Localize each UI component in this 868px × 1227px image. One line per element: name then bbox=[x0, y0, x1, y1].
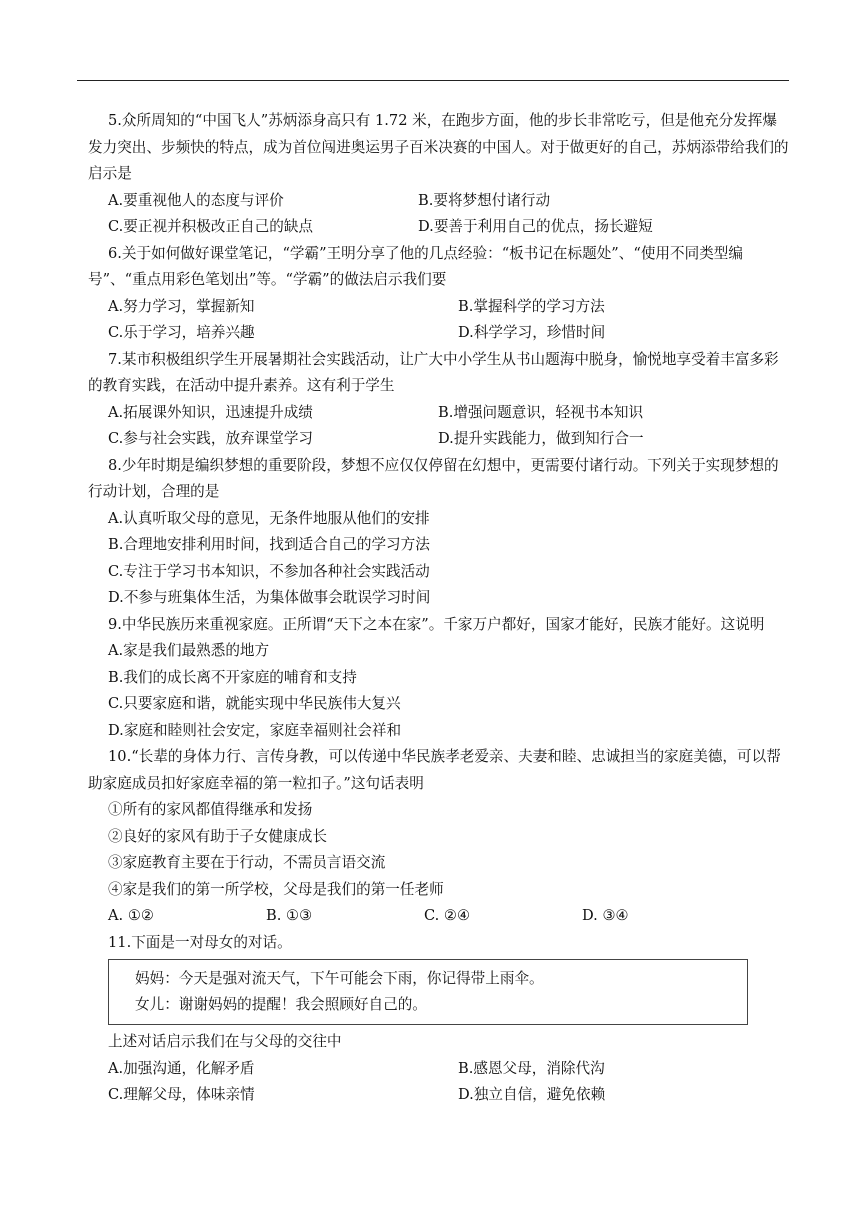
question-7-options-cd bbox=[88, 426, 790, 453]
question-6-options-ab bbox=[88, 294, 790, 321]
question-11-options-ab bbox=[88, 1056, 790, 1083]
question-5-option-c: C.要正视并积极改正自己的缺点 bbox=[108, 218, 314, 235]
dialogue-daughter-line: 女儿：谢谢妈妈的提醒！我会照顾好自己的。 bbox=[135, 996, 427, 1013]
question-8-option-b: B.合理地安排利用时间，找到适合自己的学习方法 bbox=[108, 536, 430, 553]
question-7-stem: 7.某市积极组织学生开展暑期社会实践活动，让广大中小学生从书山题海中脱身，愉悦地享受着丰富多彩的教育实践，在活动中提升素养。这有利于学生 bbox=[88, 350, 779, 394]
question-list bbox=[88, 108, 790, 1109]
question-9-stem: 9.中华民族历来重视家庭。正所谓“天下之本在家”。千家万户都好，国家才能好，民族才能好。这说明 bbox=[108, 615, 765, 633]
question-6-option-a: A.努力学习，掌握新知 bbox=[108, 297, 255, 315]
question-6-option-b: B.掌握科学的学习方法 bbox=[458, 297, 605, 315]
question-9-option-c: C.只要家庭和谐，就能实现中华民族伟大复兴 bbox=[108, 695, 401, 712]
question-10-statement-1: ①所有的家风都值得继承和发扬 bbox=[108, 801, 313, 818]
question-11-option-a: A.加强沟通，化解矛盾 bbox=[108, 1059, 255, 1077]
header-rule bbox=[77, 80, 789, 81]
question-10-statement-3: ③家庭教育主要在于行动，不需员言语交流 bbox=[108, 854, 386, 871]
question-8-option-a: A.认真听取父母的意见，无条件地服从他们的安排 bbox=[108, 509, 430, 527]
question-11-prompt: 上述对话启示我们在与父母的交往中 bbox=[108, 1033, 342, 1050]
question-6-option-c: C.乐于学习，培养兴趣 bbox=[108, 324, 255, 341]
question-7-option-c: C.参与社会实践，放弃课堂学习 bbox=[108, 430, 314, 447]
question-6-stem: 6.关于如何做好课堂笔记，“学霸”王明分享了他的几点经验：“板书记在标题处”、“使用不同类型编号”、“重点用彩色笔划出”等。“学霸”的做法启示我们要 bbox=[88, 244, 743, 288]
question-8-option-d: D.不参与班集体生活，为集体做事会耽误学习时间 bbox=[108, 589, 431, 606]
question-10-option-c: C. ②④ bbox=[424, 907, 471, 924]
dialogue-box bbox=[108, 959, 748, 1025]
question-10-option-a: A. ①② bbox=[108, 907, 154, 924]
dialogue-mom-line: 妈妈：今天是强对流天气，下午可能会下雨，你记得带上雨伞。 bbox=[135, 970, 544, 987]
question-10-option-b: B. ①③ bbox=[266, 907, 313, 924]
question-10-statement-2: ②良好的家风有助于子女健康成长 bbox=[108, 827, 327, 845]
question-8-option-c: C.专注于学习书本知识，不参加各种社会实践活动 bbox=[108, 562, 430, 580]
question-7-options-ab bbox=[88, 400, 790, 427]
question-5-options-ab bbox=[88, 188, 790, 215]
question-7-option-a: A.拓展课外知识，迅速提升成绩 bbox=[108, 403, 313, 421]
question-8-stem: 8.少年时期是编织梦想的重要阶段，梦想不应仅仅停留在幻想中，更需要付诸行动。下列关于实现梦想的行动计划，合理的是 bbox=[88, 456, 779, 500]
question-10-options bbox=[88, 903, 790, 930]
question-11-option-b: B.感恩父母，消除代沟 bbox=[458, 1059, 605, 1077]
question-10-statement-4: ④家是我们的第一所学校，父母是我们的第一任老师 bbox=[108, 880, 444, 898]
question-9-option-d: D.家庭和睦则社会安定，家庭幸福则社会祥和 bbox=[108, 721, 402, 739]
question-7-option-b: B.增强问题意识，轻视书本知识 bbox=[438, 403, 644, 421]
question-6-options-cd bbox=[88, 320, 790, 347]
question-11-options-cd bbox=[88, 1082, 790, 1109]
question-10-option-d: D. ③④ bbox=[582, 907, 629, 924]
question-5-option-a: A.要重视他人的态度与评价 bbox=[108, 191, 284, 209]
question-5-option-b: B.要将梦想付诸行动 bbox=[418, 191, 551, 209]
question-5-options-cd bbox=[88, 214, 790, 241]
question-9-option-b: B.我们的成长离不开家庭的哺育和支持 bbox=[108, 668, 357, 686]
question-11-option-c: C.理解父母，体味亲情 bbox=[108, 1086, 255, 1103]
question-11-stem: 11.下面是一对母女的对话。 bbox=[108, 933, 292, 951]
question-6-option-d: D.科学学习，珍惜时间 bbox=[458, 324, 606, 341]
question-5-stem: 5.众所周知的“中国飞人”苏炳添身高只有 1.72 米，在跑步方面，他的步长非常吃亏，但是他充分发挥爆发力突出、步频快的特点，成为首位闯进奥运男子百米决赛的中国人。对于做更好的自己，苏炳添带给我们的启示是 bbox=[88, 112, 789, 182]
question-10-stem: 10.“长辈的身体力行、言传身教，可以传递中华民族孝老爱亲、夫妻和睦、忠诚担当的家庭美德，可以帮助家庭成员扣好家庭幸福的第一粒扣子。”这句话表明 bbox=[88, 748, 781, 792]
question-7-option-d: D.提升实践能力，做到知行合一 bbox=[438, 430, 644, 447]
question-11-option-d: D.独立自信，避免依赖 bbox=[458, 1086, 606, 1103]
question-9-option-a: A.家是我们最熟悉的地方 bbox=[108, 642, 270, 659]
question-5-option-d: D.要善于利用自己的优点，扬长避短 bbox=[418, 218, 653, 235]
